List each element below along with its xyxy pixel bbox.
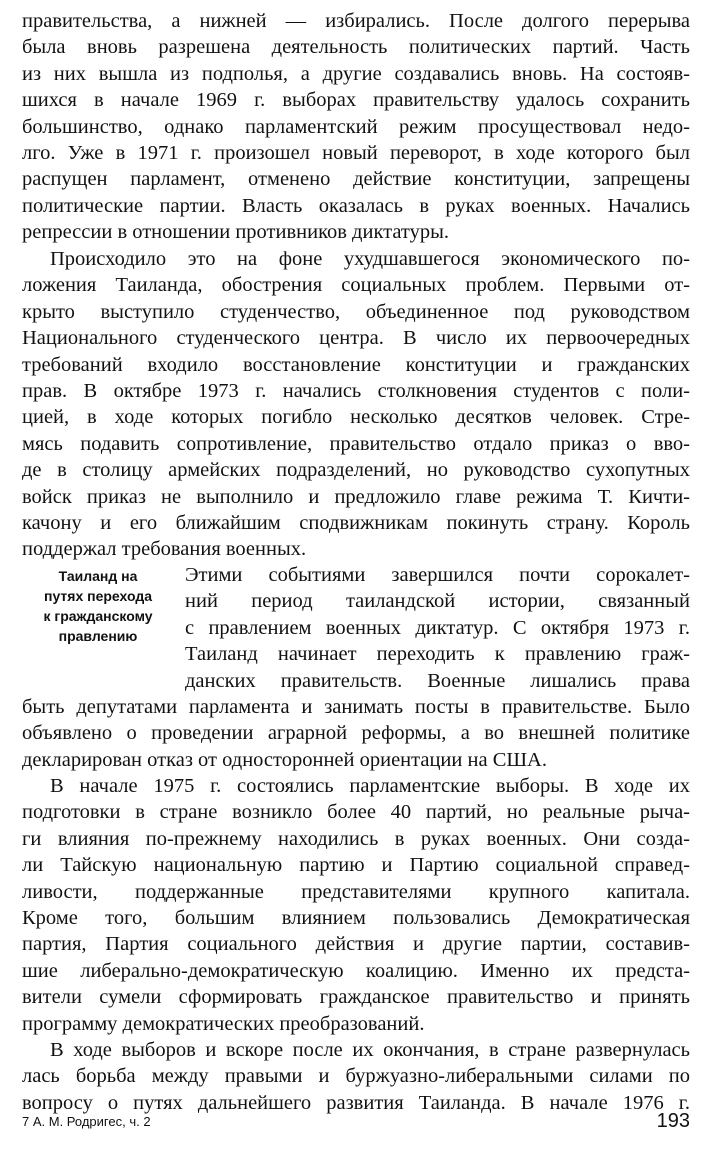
text-line: политические партии. Власть оказалась в руках военных. Начались (22, 194, 690, 217)
text-line: шие либерально-демократическую коалицию. Именно их предста- (22, 959, 690, 982)
text-line: войск приказ не выполнило и предложило главе режима Т. Кичти- (22, 485, 690, 508)
text-line: лго. Уже в 1971 г. произошел новый переворот, в ходе которого был (22, 141, 690, 164)
text-line: с правлением военных диктатур. С октября 1973 г. (185, 616, 690, 639)
text-line: вители сумели сформировать гражданское правительство и принять (22, 986, 690, 1009)
text-line: шихся в начале 1969 г. выборах правительству удалось сохранить (22, 89, 690, 112)
paragraph-3-wrapped (185, 562, 690, 694)
text-line: объявлено о проведении аграрной реформы, а во внешней политике (22, 722, 690, 745)
text-line: крыто выступило студенчество, объединенное под руководством (22, 300, 690, 323)
paragraph-5 (22, 1037, 690, 1116)
sidebar-heading-line: Таиланд на (58, 568, 138, 584)
text-line: Таиланд начинает переходить к правлению граж- (185, 643, 690, 666)
text-line: поддержал требования военных. (22, 538, 307, 561)
text-line: вопросу о путях дальнейшего развития Таиланда. В начале 1976 г. (22, 1091, 690, 1114)
text-line: распущен парламент, отменено действие конституции, запрещены (22, 168, 690, 191)
text-line: В ходе выборов и вскоре после их окончания, в стране развернулась (50, 1039, 690, 1061)
text-line: Этими событиями завершился почти сорокалет- (185, 564, 690, 586)
text-line: качону и его ближайшим сподвижникам покинуть страну. Король (22, 511, 690, 534)
sidebar-heading-line: путях перехода (44, 588, 152, 604)
text-line: декларирован отказ от односторонней ориентации на США. (22, 748, 547, 771)
paragraph-3-full (22, 694, 690, 773)
text-line: Происходило это на фоне ухудшавшегося экономического по- (50, 248, 690, 270)
text-line: подготовки в стране возникло более 40 партий, но реальные рыча- (22, 801, 690, 824)
text-line: цией, в ходе которых погибло несколько десятков человек. Стре- (22, 406, 690, 429)
text-line: лась борьба между правыми и буржуазно-либеральными силами по (22, 1065, 690, 1088)
text-line: Кроме того, большим влиянием пользовались Демократическая (22, 906, 690, 929)
text-line: данских правительств. Военные лишались права (185, 669, 690, 692)
text-line: ний период таиландской истории, связанный (185, 590, 690, 613)
signature-mark: 7 А. М. Родригес, ч. 2 (22, 1114, 151, 1129)
text-line: де в столицу армейских подразделений, но руководство сухопутных (22, 459, 690, 482)
paragraph-4 (22, 773, 690, 1037)
text-line: мясь подавить сопротивление, правительство отдало приказ о вво- (22, 432, 690, 455)
text-line: ливости, поддержанные представителями крупного капитала. (22, 880, 690, 903)
text-line: репрессии в отношении противников диктатуры. (22, 221, 450, 244)
text-line: была вновь разрешена деятельность политических партий. Часть (22, 36, 690, 59)
page-number: 193 (656, 1110, 690, 1132)
page-footer (22, 1110, 690, 1136)
text-line: ли Тайскую национальную партию и Партию социальной справед- (22, 854, 690, 877)
sidebar-heading-line: к гражданскому (43, 608, 153, 624)
text-line: быть депутатами парламента и занимать посты в правительстве. Было (22, 696, 690, 718)
paragraph-2 (22, 246, 690, 563)
paragraph-1 (22, 8, 690, 246)
text-line: программу демократических преобразований. (22, 1012, 425, 1035)
text-line: Национального студенческого центра. В число их первоочередных (22, 327, 690, 350)
text-line: ги влияния по-прежнему находились в руках военных. Они созда- (22, 827, 690, 850)
sidebar-heading-line: правлению (58, 628, 138, 644)
text-line: требований входило восстановление конституции и гражданских (22, 353, 690, 376)
text-line: из них вышла из подполья, а другие создавались вновь. На состояв- (22, 62, 690, 85)
text-line: большинство, однако парламентский режим просуществовал недо- (22, 115, 690, 138)
text-line: партия, Партия социального действия и другие партии, составив- (22, 933, 690, 956)
text-line: В начале 1975 г. состоялись парламентские выборы. В ходе их (50, 775, 690, 797)
text-line: ложения Таиланда, обострения социальных проблем. Первыми от- (22, 274, 690, 297)
text-line: прав. В октябре 1973 г. начались столкновения студентов с поли- (22, 379, 690, 402)
sidebar-heading (18, 566, 178, 646)
text-line: правительства, а нижней — избирались. После долгого перерыва (22, 10, 690, 32)
